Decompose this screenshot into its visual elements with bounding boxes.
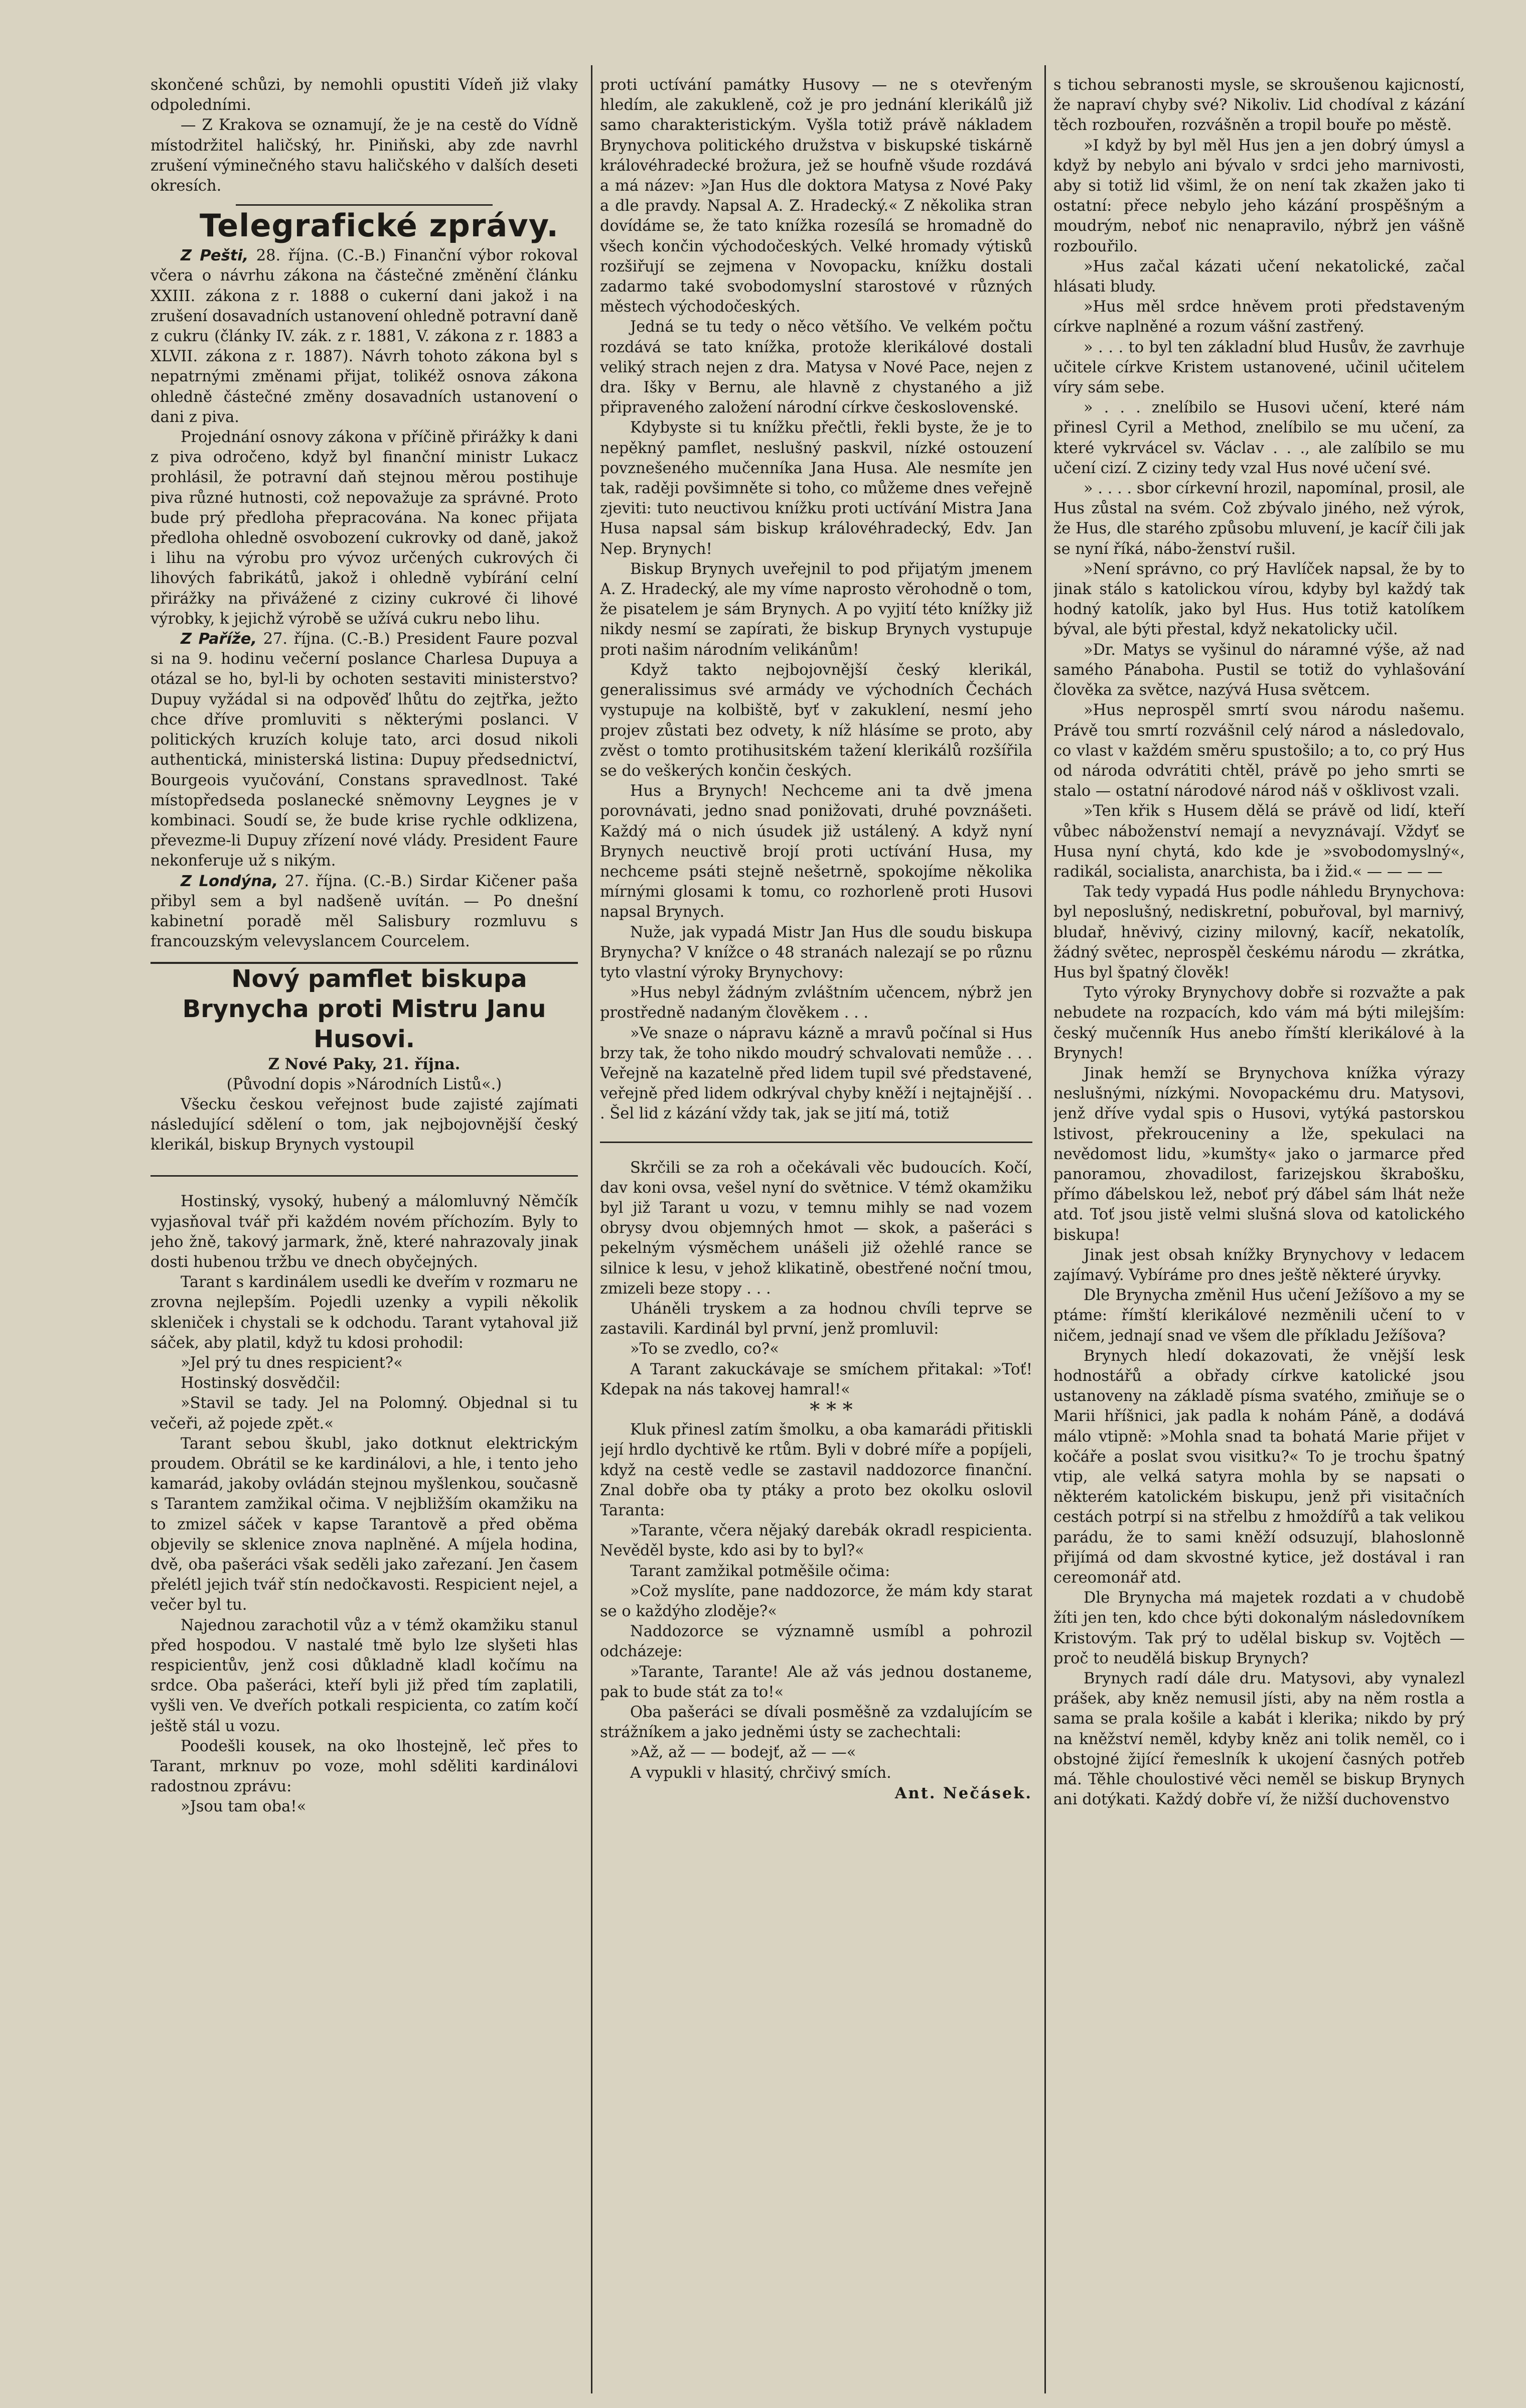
telegram-paris: Z Paříže, 27. října. (C.-B.) President Faure pozval si na 9. hodinu večerní poslance Charlesa Dupuya a otázal se ho, byl-li by ochoten sestaviti ministerstvo? Dupuy vyžádal si na odpověď lhůtu do zejtřka, ježto chce dříve promluviti s některými poslanci. V politických kruzích koluje tato, arci dosud nikoli authentická, ministerská listina: Dupuy předsednictví, Bourgeois vyučování, Constans spravedlnost. Také místopředseda poslanecké sněmovny Leygnes je v kombinaci. Soudí se, že bude krise rychle odklizena, převezme-li Dupuy zřízení nové vlády. President Faure nekonferuje už s nikým. (150, 630, 578, 870)
column-divider-left (591, 65, 592, 2393)
feuilleton-p5: »Stavil se tady. Jel na Polomný. Objednal si tu večeři, až pojede zpět.« (150, 1394, 578, 1433)
feuilleton-p8: Poodešli kousek, na oko lhostejně, leč přes to Tarant, mrknuv po voze, mohl sděliti kardinálovi radostnou zprávu: (150, 1737, 578, 1796)
telegram-pest: Z Pešti, 28. října. (C.-B.) Finanční výbor rokoval včera o návrhu zákona na částečné změnění článku XXIII. zákona z r. 1888 o cukerní dani jakož i na zrušení dosavadních ustanovení ohledně potravní daně z cukru (články IV. zák. z r. 1881, V. zákona z r. 1883 a XLVII. zákona z r. 1887). Návrh tohoto zákona byl s nepatrnými změnami přijat, tolikéž osnova zákona ohledně částečné změny dosavadních ustanovení o dani z piva. (150, 247, 578, 426)
column-divider-right (1044, 65, 1046, 2393)
feuilleton-p7: Najednou zarachotil vůz a v témž okamžiku stanul před hospodou. V nastalé tmě bylo lze slyšeti hlas respicientův, jenž cosi důkladně kladl kočímu na srdce. Oba pašeráci, kteří byli již před tím zaplatili, vyšli ven. Ve dveřích potkali respicienta, co zatím kočí ještě stál u vozu. (150, 1616, 578, 1735)
feuilleton-rule-mid (600, 1142, 1032, 1143)
pamphlet-heading: Nový pamflet biskupa Brynycha proti Mistru Janu Husovi. (182, 965, 546, 1054)
section-rule-2 (150, 962, 578, 964)
pamphlet-c2-quote2: »Ve snaze o nápravu kázně a mravů počínal si Hus brzy tak, že toho nikdo moudrý schvalovati nemůže . . . Veřejně na kazatelně před lidem tupil své představené, veřejně před lidem odkrýval chyby kněží i nejtajnější . . . Šel lid z kázání vždy tak, jak se jití má, totiž (600, 1024, 1032, 1123)
pamphlet-c3-p14: Jinak hemží se Brynychova knížka výrazy neslušnými, nízkými. Novopackému dru. Matysovi, jenž dříve vydal spis o Husovi, vytýká pastorskou lstivost, překrouceniny a lže, spekulaci na nevědomost lidu, »kumšty« jako o jarmarce před panoramou, zhovadilost, farizejskou škrabošku, přímo ďábelskou lež, neboť prý ďábel sám lhát neže atd. Toť jsou jistě velmi slušná slova od katolického biskupa! (1053, 1064, 1465, 1244)
pamphlet-c3-p6: » . . . znelíbilo se Husovi učení, které nám přinesl Cyril a Method, znelíbilo se mu učení, za které vykrvácel sv. Václav . . ., ale zalíbilo se mu učení cizí. Z ciziny tedy vzal Hus nové učení své. (1053, 399, 1465, 477)
section-rule (236, 204, 492, 206)
feuilleton-c2-p11: Oba pašeráci se dívali posměšně za vzdalujícím se strážníkem a jako jedněmi ústy se zachechtali: (600, 1704, 1032, 1742)
feuilleton-c2-p1: Skrčili se za roh a očekávali věc budoucích. Kočí, dav koni ovsa, vešel nyní do světnice. V témž okamžiku byl již Tarant u vozu, v temnu mihly se nad vozem obrysy dvou objemných hmot — skok, a pašeráci s pekelným výsměchem unášeli již ožehlé rance se silnice k lesu, v jehož klikatině, obestřené noční tmou, zmizeli beze stopy . . . (600, 1159, 1032, 1298)
feuilleton-c2-p6: »Tarante, včera nějaký darebák okradl respicienta. Nevěděl byste, kdo asi by to byl?« (600, 1522, 1032, 1560)
pamphlet-c3-p15: Jinak jest obsah knížky Brynychovy v ledacem zajímavý. Vybíráme pro dnes ještě některé úryvky. (1053, 1246, 1465, 1284)
pamphlet-c2-p4: Biskup Brynych uveřejnil to pod přijatým jmenem A. Z. Hradecký, ale my víme naprosto věrohodně o tom, že pisatelem je sám Brynych. A po vyjití této knížky již nikdy nesmí se zapírati, že biskup Brynych vystupuje proti našim národním velikánům! (600, 560, 1032, 659)
feuilleton-c2-p13: A vypukli v hlasitý, chrčivý smích. (630, 1764, 891, 1782)
author-signature: Ant. Nečásek. (894, 1784, 1032, 1802)
feuilleton-p6: Tarant sebou škubl, jako dotknut elektrickým proudem. Obrátil se ke kardinálovi, a hle, i tento jeho kamarád, jakoby ovládán stejnou myšlenkou, současně s Tarantem zamžikal očima. V nejbližším okamžiku na to zmizel sáček v kapse Tarantově a před oběma objevily se sklenice znova naplněné. A míjela hodina, dvě, oba pašeráci však seděli jako zařezaní. Jen časem přelétl jejich tvář stín nedočkavosti. Respicient nejel, a večer byl tu. (150, 1435, 578, 1614)
pamphlet-c3-p12: Tak tedy vypadá Hus podle náhledu Brynychova: byl neposlušný, nediskretní, pobuřoval, byl marnivý, bludař, hněvivý, ciziny milovný, kacíř, nekatolík, žádný světec, neprospěl českému národu — zkrátka, Hus byl špatný člověk! (1053, 883, 1465, 981)
section-stars: * * * (810, 1398, 853, 1422)
pamphlet-c2-p5: Když takto nejbojovnější český klerikál, generalissimus své armády ve východních Čechách vystupuje na kolbiště, byť v zakuklení, nesmí jeho projev zůstati bez odvety, k níž hlásíme se proto, aby zvěst o tomto protihusitském tažení klerikálů rozšířila se do veškerých končin českých. (600, 661, 1032, 780)
pamphlet-c3-p2: »I když by byl měl Hus jen a jen dobrý úmysl a když by nebylo ani bývalo v srdci jeho marnivosti, aby si totiž lid všiml, že on není tak zkažen jako ti ostatní: přece nebylo jeho kázání prospěšným a moudrým, neboť nic nenapravilo, nýbrž jen vášně rozbouřilo. (1053, 136, 1465, 255)
pamphlet-c3-p8: »Není správno, co prý Havlíček napsal, že by to jinak stálo s katolickou vírou, kdyby byl každý tak hodný katolík, jako byl Hus. Hus totiž katolíkem býval, ale býti přestal, když nekatolicky učil. (1053, 560, 1465, 639)
pamphlet-c2-quote1: »Hus nebyl žádným zvláštním učencem, nýbrž jen prostředně nadaným člověkem . . . (600, 984, 1032, 1022)
pamphlet-c3-p1: s tichou sebranosti mysle, se skroušenou kajicností, že napraví chyby své? Nikoliv. Lid chodíval z kázání těch rozbouřen, rozvášněn a tropil bouře po městě. (1053, 76, 1465, 134)
pamphlet-c2-p1: proti uctívání památky Husovy — ne s otevřeným hledím, ale zakukleně, což je pro jednání klerikálů již samo charakteristickým. Vyšla totiž právě nákladem Brynychova politického družstva v biskupské tiskárně královéhradecké brožura, jež se houfně všude rozdává a má název: »Jan Hus dle doktora Matysa z Nové Paky a dle pravdy. Napsal A. Z. Hradecký.« Z několika stran dovídáme se, že tato knížka rozesílá se hromadně do všech končin východočeských. Velké hromady výtisků rozšiřují se zejmena v Novopacku, knížku dostali zadarmo také svobodomyslní starostové v různých městech východočeských. (600, 76, 1032, 316)
feuilleton-c2-p5: Kluk přinesl zatím šmolku, a oba kamarádi přitiskli její hrdlo dychtivě ke rtům. Byli v dobré míře a popíjeli, když na cestě vedle se zastavil naddozorce finanční. Znal dobře oba ty ptáky a proto bez okolku oslovil Taranta: (600, 1421, 1032, 1520)
column-right (1053, 75, 1465, 2383)
pamphlet-p1: Všecku českou veřejnost bude zajisté zajímati následující sdělení o tom, jak nejbojovnější český klerikál, biskup Brynych vystoupil (150, 1095, 578, 1154)
pamphlet-c2-p7: Nuže, jak vypadá Mistr Jan Hus dle soudu biskupa Brynycha? V knížce o 48 stranách nalezají se po různu tyto vlastní výroky Brynychovy: (600, 923, 1032, 981)
pamphlet-c3-p17: Brynych hledí dokazovati, že vnější lesk hodnostářů a obřady církve katolické jsou ustanoveny na základě písma svatého, zmiňuje se o Marii hříšnici, jak padla k nohám Páně, a dodává málo vtipně: »Mohla snad ta bohatá Marie přijet v kočáře a poslat svou visitku?« To je trochu špatný vtip, ale velká satyra mohla by se napsati o některém katolickém biskupu, jenž při visitačních cestách potrpí si na střelbu z hmoždířů a tak velikou parádu, že to sami kněží odsuzují, blahoslonně přijímá od dam skvostné kytice, jež dostával i ran cereomonář atd. (1053, 1347, 1465, 1587)
telegram-pest-cont: Projednání osnovy zákona v příčině přirážky k dani z piva odročeno, když byl finanční ministr Lukacz prohlásil, že potravní daň stejnou měrou postihuje piva různé hutnosti, což nepovažuje za správné. Proto bude prý předloha přepracována. Na konec přijata předloha ohledně osvobození cukrovky od daně, jakož i lihu na výrobu pro vývoz určených cukrových či lihových fabrikátů, jakož i ohledně vybírání celní přirážky na přivážené z ciziny cukrové či lihové výrobky, k jejichž výrobě se užívá cukru nebo lihu. (150, 429, 578, 628)
city-paris: Z Paříže, (181, 630, 257, 648)
feuilleton-p9: »Jsou tam oba!« (181, 1798, 307, 1816)
pamphlet-c3-p9: »Dr. Matys se vyšinul do náramné výše, až nad samého Pánaboha. Pustil se totiž do vyhlašování člověka za světce, nazývá Husa světcem. (1053, 641, 1465, 699)
column-left (150, 75, 578, 2383)
pamphlet-dateline: Z Nové Paky, 21. října. (268, 1055, 461, 1074)
article-intro: skončené schůzi, by nemohli opustiti Vídeň již vlaky odpoledními. (150, 76, 578, 114)
pamphlet-c3-p4: »Hus měl srdce hněvem proti představeným církve naplněné a rozum vášní zastřený. (1053, 298, 1465, 336)
pamphlet-c3-p11: »Ten křik s Husem dělá se právě od lidí, kteří vůbec náboženství nemají a nevyznávají. Vždyť se Husa nyní chytá, kdo kde je »svobodomyslný«, radikál, socialista, anarchista, ba i žid.« — — — — (1053, 802, 1465, 881)
feuilleton-p1: Hostinský, vysoký, hubený a málomluvný Němčík vyjasňoval tvář při každém novém příchozím. Byly to jeho žně, takový jarmark, žně, které nahrazovaly jinak dosti hubenou tržbu ve dnech obyčejných. (150, 1193, 578, 1271)
pamphlet-c3-p3: »Hus začal kázati učení nekatolické, začal hlásati bludy. (1053, 257, 1465, 296)
city-london: Z Londýna, (181, 872, 278, 890)
feuilleton-c2-p3: »To se zvedlo, co?« (630, 1340, 779, 1358)
pamphlet-c3-p16: Dle Brynycha změnil Hus učení Ježíšovo a my se ptáme: římští klerikálové nezměnili učení to v ničem, jednají snad ve všem dle příkladu Ježíšova? (1053, 1287, 1465, 1345)
feuilleton-c2-p12: »Až, až — — bodejť, až — —« (630, 1744, 856, 1762)
feuilleton-c2-p7: Tarant zamžikal potměšile očima: (630, 1562, 890, 1580)
feuilleton-rule (150, 1175, 578, 1177)
pamphlet-c2-p2: Jedná se tu tedy o něco většího. Ve velkém počtu rozdává se tato knížka, protože klerikálové dostali veliký strach nejen z dra. Matysa v Nové Pace, nejen z dra. Išky v Bernu, ale hlavně z chystaného a již připraveného založení národní církve československé. (600, 318, 1032, 417)
pamphlet-c3-p7: » . . . . sbor církevní hrozil, napomínal, prosil, ale Hus zůstal na svém. Což zbývalo jiného, než výrok, že Hus, dle starého způsobu mluvení, je kacíř čili jak se nyní říká, nábo-ženství rušil. (1053, 480, 1465, 558)
city-pest: Z Pešti, (181, 247, 249, 265)
pamphlet-c2-p3: Kdybyste si tu knížku přečtli, řekli byste, že je to nepěkný pamflet, neslušný paskvil, nízké ostouzení povznešeného mučenníka Jana Husa. Ale nesmíte jen tak, raději povšimněte si toho, co můžeme dnes veřejně zjeviti: tuto neuctivou knížku proti uctívání Mistra Jana Husa napsal sám biskup královéhradecký, Edv. Jan Nep. Brynych! (600, 419, 1032, 558)
feuilleton-c2-p9: Naddozorce se významně usmíbl a pohrozil odcházeje: (600, 1623, 1032, 1661)
feuilleton-p4: Hostinský dosvědčil: (181, 1374, 341, 1392)
feuilleton-p3: »Jel prý tu dnes respicient?« (181, 1354, 403, 1372)
column-middle (600, 75, 1032, 2383)
pamphlet-c3-p19: Brynych radí dále dru. Matysovi, aby vynalezl prášek, aby kněz nemusil jísti, aby na něm rostla a sama se prala košile a kabát i klerika; nikdo by prý na kněžství neměl, kdyby kněz ani tolik neměl, co i obstojné žijící řemeslník k ukojení časných potřeb má. Těhle choulostivé věci neměl se biskup Brynych ani dotýkati. Každý dobře ví, že nižší duchovenstvo (1053, 1670, 1465, 1809)
telegram-london: Z Londýna, 27. října. (C.-B.) Sirdar Kičener paša přibyl sem a byl nadšeně uvítán. — Po dnešní kabinetní poradě měl Salisbury rozmluvu s francouzským velevyslancem Courcelem. (150, 872, 578, 951)
feuilleton-c2-p2: Uháněli tryskem a za hodnou chvíli teprve se zastavili. Kardinál byl první, jenž promluvil: (600, 1300, 1032, 1338)
feuilleton-c2-p4: A Tarant zakuckávaje se smíchem přitakal: »Toť! Kdepak na nás takovej hamral!« (600, 1360, 1032, 1398)
feuilleton-c2-p8: »Což myslíte, pane naddozorce, že mám kdy starat se o každýho zloděje?« (600, 1582, 1032, 1621)
pamphlet-c3-p18: Dle Brynycha má majetek rozdati a v chudobě žíti jen ten, kdo chce býti dokonalým následovníkem Kristovým. Tak prý to udělal biskup sv. Vojtěch — proč to neudělá biskup Brynych? (1053, 1589, 1465, 1667)
pamphlet-c3-p10: »Hus neprospěl smrtí svou národu našemu. Právě tou smrtí rozvášnil celý národ a následovalo, co vlast v každém směru spustošilo; a to, co prý Hus od národa odvrátiti chtěl, právě po jeho smrti se stalo — ostatní národové národ náš v ošklivost vzali. (1053, 701, 1465, 800)
pamphlet-c3-p13: Tyto výroky Brynychovy dobře si rozvažte a pak nebudete na rozpacích, kdo vám má býti milejším: český mučenník Hus anebo římští klerikálové à la Brynych! (1053, 984, 1465, 1062)
pamphlet-c3-p5: » . . . to byl ten základní blud Husův, že zavrhuje učitele církve Kristem ustanovené, učinil učitelem víry sám sebe. (1053, 338, 1465, 397)
pamphlet-source: (Původní dopis »Národních Listů«.) (226, 1075, 502, 1093)
feuilleton-p2: Tarant s kardinálem usedli ke dveřím v rozmaru ne zrovna nejlepším. Pojedli uzenky a vypili několik skleniček i chystali se k odchodu. Tarant vytahoval již sáček, aby platil, když tu kdosi prohodil: (150, 1273, 578, 1352)
feuilleton-c2-p10: »Tarante, Tarante! Ale až vás jednou dostaneme, pak to bude stát za to!« (600, 1663, 1032, 1701)
telegram-heading: Telegrafické zprávy. (200, 207, 559, 244)
article-krakow: — Z Krakova se oznamují, že je na cestě do Vídně místodržitel haličský, hr. Piniňski, aby zde navrhl zrušení výminečného stavu haličského v dalších deseti okresích. (150, 116, 578, 195)
pamphlet-c2-p6: Hus a Brynych! Nechceme ani ta dvě jmena porovnávati, jedno snad ponižovati, druhé povznášeti. Každý má o nich úsudek již ustálený. A když nyní Brynych neuctivě brojí proti uctívání Husa, my nechceme psáti stejně nešetrně, spokojíme několika mírnými glosami k tomu, co rozhorleně proti Husovi napsal Brynych. (600, 782, 1032, 921)
